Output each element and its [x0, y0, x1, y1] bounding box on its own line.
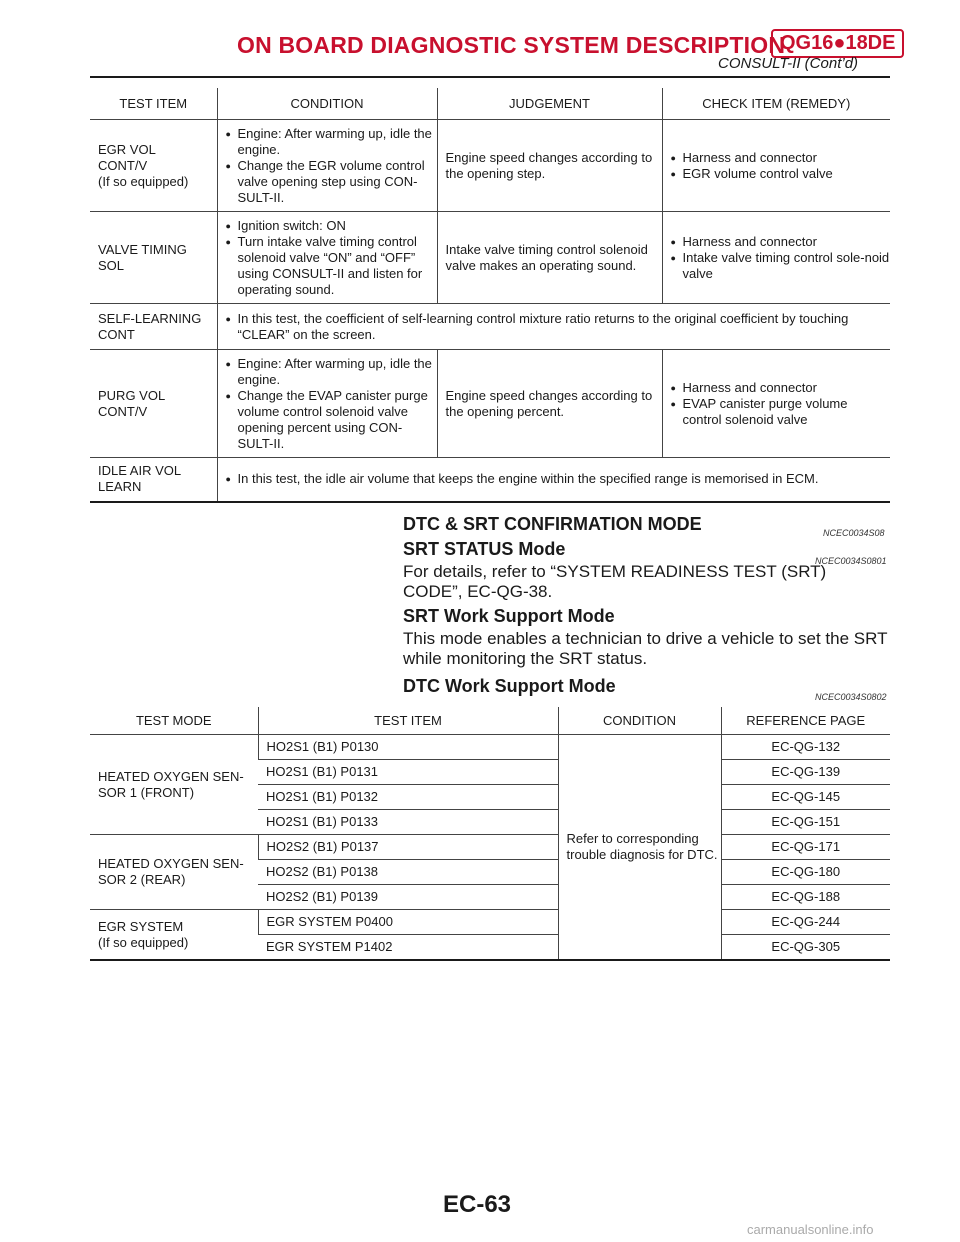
- description-bullet: ● In this test, the idle air volume that keeps the engine within the specified range is memorised in ECM.: [226, 471, 891, 487]
- reference-page-cell: EC-QG-305: [721, 935, 890, 961]
- check-bullet: ● EGR volume control valve: [671, 166, 891, 182]
- test-item-cell: HO2S2 (B1) P0137: [258, 835, 558, 860]
- reference-page-cell: EC-QG-244: [721, 910, 890, 935]
- header-rule: [90, 76, 890, 78]
- col-header-check-item: CHECK ITEM (REMEDY): [662, 88, 890, 120]
- test-mode-cell: HEATED OXYGEN SEN- SOR 1 (FRONT): [90, 735, 258, 835]
- col-header-test-item: TEST ITEM: [90, 88, 217, 120]
- test-item-cell: HO2S1 (B1) P0130: [258, 735, 558, 760]
- table-row: [90, 350, 890, 458]
- condition-bullet: ● Engine: After warming up, idle the engine.: [226, 356, 437, 388]
- col-header-condition: CONDITION: [217, 88, 437, 120]
- paragraph-srt-work: This mode enables a technician to drive a vehicle to set the SRT while monitoring the SRT status.: [403, 629, 888, 668]
- engine-model-badge: QG16●18DE: [771, 29, 904, 58]
- condition-cell: [217, 350, 437, 458]
- reference-page-cell: EC-QG-171: [721, 835, 890, 860]
- judgement-cell: Engine speed changes according to the opening percent.: [437, 350, 662, 458]
- condition-bullet: ● Ignition switch: ON: [226, 218, 437, 234]
- test-item-cell: SELF-LEARNING CONT: [90, 304, 217, 350]
- judgement-cell: Intake valve timing control solenoid valve makes an operating sound.: [437, 212, 662, 304]
- test-mode-cell: EGR SYSTEM (If so equipped): [90, 910, 258, 961]
- section-title-srt-status: SRT STATUS Mode: [403, 539, 566, 559]
- condition-bullet: ● Engine: After warming up, idle the engine.: [226, 126, 437, 158]
- check-bullet: ● Intake valve timing control sole-noid valve: [671, 250, 891, 282]
- test-item-cell: HO2S1 (B1) P0132: [258, 785, 558, 810]
- col-header-reference-page: REFERENCE PAGE: [721, 707, 890, 735]
- table-header-row: [90, 88, 890, 120]
- table-row: [90, 458, 890, 502]
- check-bullet: ● Harness and connector: [671, 150, 891, 166]
- test-item-cell: VALVE TIMING SOL: [90, 212, 217, 304]
- col-header-test-mode: TEST MODE: [90, 707, 258, 735]
- check-bullet: ● Harness and connector: [671, 234, 891, 250]
- table-header-row: [90, 707, 890, 735]
- test-item-cell: HO2S1 (B1) P0133: [258, 810, 558, 835]
- dtc-work-support-table: [90, 707, 890, 961]
- col-header-test-item: TEST ITEM: [258, 707, 558, 735]
- condition-bullet: ● Change the EVAP canister purge volume control solenoid valve opening percent using CON-SULT-II.: [226, 388, 437, 452]
- active-test-table: [90, 88, 890, 503]
- test-item-cell: IDLE AIR VOL LEARN: [90, 458, 217, 502]
- watermark: carmanualsonline.info: [747, 1222, 874, 1237]
- table-row: [90, 212, 890, 304]
- condition-cell: [217, 212, 437, 304]
- table-row: [90, 910, 890, 935]
- table-row: [90, 735, 890, 760]
- condition-bullet: ● Turn intake valve timing control solenoid valve “ON” and “OFF” using CONSULT-II and listen for operating sound.: [226, 234, 437, 298]
- table-row: [90, 835, 890, 860]
- check-item-cell: [662, 350, 890, 458]
- table-row: [90, 304, 890, 350]
- reference-page-cell: EC-QG-180: [721, 860, 890, 885]
- test-item-cell: EGR VOL CONT/V (If so equipped): [90, 120, 217, 212]
- check-bullet: ● Harness and connector: [671, 380, 891, 396]
- page-number: EC-63: [443, 1191, 512, 1218]
- test-item-cell: HO2S2 (B1) P0139: [258, 885, 558, 910]
- section-title-dtc-work: DTC Work Support Mode: [403, 676, 616, 696]
- test-mode-cell: HEATED OXYGEN SEN- SOR 2 (REAR): [90, 835, 258, 910]
- reference-page-cell: EC-QG-188: [721, 885, 890, 910]
- reference-page-cell: EC-QG-145: [721, 785, 890, 810]
- condition-cell: [217, 120, 437, 212]
- reference-page-cell: EC-QG-151: [721, 810, 890, 835]
- test-item-cell: HO2S2 (B1) P0138: [258, 860, 558, 885]
- paragraph-srt-status: For details, refer to “SYSTEM READINESS TEST (SRT) CODE”, EC-QG-38.: [403, 562, 827, 601]
- col-header-judgement: JUDGEMENT: [437, 88, 662, 120]
- reference-page-cell: EC-QG-132: [721, 735, 890, 760]
- check-item-cell: [662, 212, 890, 304]
- description-bullet: ● In this test, the coefficient of self-learning control mixture ratio returns to the original coefficient by touching “CLEAR” on the screen.: [226, 311, 891, 343]
- reference-page-cell: EC-QG-139: [721, 760, 890, 785]
- col-header-condition: CONDITION: [558, 707, 721, 735]
- description-cell: [217, 304, 890, 350]
- test-item-cell: EGR SYSTEM P0400: [258, 910, 558, 935]
- test-item-cell: EGR SYSTEM P1402: [258, 935, 558, 961]
- check-bullet: ● EVAP canister purge volume control solenoid valve: [671, 396, 891, 428]
- judgement-cell: Engine speed changes according to the opening step.: [437, 120, 662, 212]
- page-header-subtitle: CONSULT-II (Cont’d): [718, 55, 859, 72]
- section-code: NCEC0034S08: [823, 528, 885, 538]
- test-item-cell: HO2S1 (B1) P0131: [258, 760, 558, 785]
- test-item-cell: PURG VOL CONT/V: [90, 350, 217, 458]
- description-cell: [217, 458, 890, 502]
- page-header-title: ON BOARD DIAGNOSTIC SYSTEM DESCRIPTION: [237, 32, 786, 58]
- section-title-srt-work: SRT Work Support Mode: [403, 606, 615, 626]
- table-row: [90, 120, 890, 212]
- condition-cell: Refer to corresponding trouble diagnosis for DTC.: [558, 735, 721, 961]
- section-code: NCEC0034S0802: [815, 692, 887, 702]
- section-code: NCEC0034S0801: [815, 556, 887, 566]
- section-title-dtc-srt: DTC & SRT CONFIRMATION MODE: [403, 514, 702, 534]
- check-item-cell: [662, 120, 890, 212]
- condition-bullet: ● Change the EGR volume control valve opening step using CON-SULT-II.: [226, 158, 437, 206]
